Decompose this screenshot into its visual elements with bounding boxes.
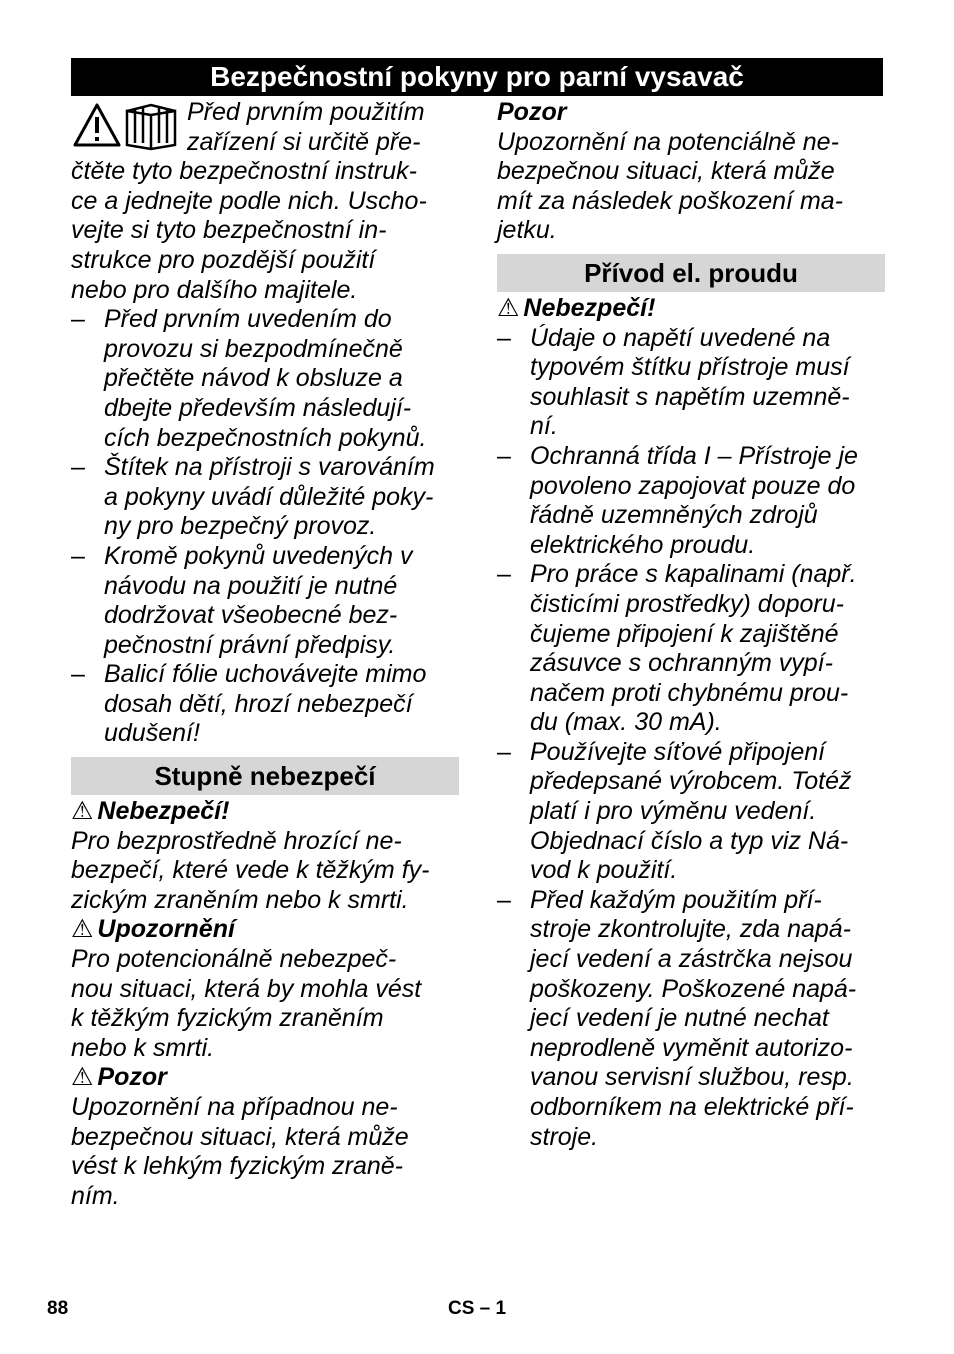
list-dash: – [497, 885, 511, 914]
list-dash: – [497, 737, 511, 766]
item-line: Používejte síťové připojení [530, 737, 826, 766]
item-line: vod k použití. [530, 856, 678, 885]
hazard-label [71, 1063, 459, 1093]
warning-icon: ⚠ [71, 797, 94, 826]
item-line: návodu na použití je nutné [104, 571, 398, 600]
list-item [497, 738, 885, 886]
hazard-line: k těžkým fyzickým zraněním [71, 1004, 384, 1033]
list-dash: – [71, 453, 85, 482]
hazard-block [71, 915, 459, 1063]
warning-icon: ⚠ [497, 293, 520, 322]
list-item [71, 542, 459, 660]
list-item [497, 560, 885, 738]
intro-line: strukce pro pozdější použití [71, 245, 376, 274]
intro-line: Před prvním použitím [187, 98, 425, 126]
section-ref: CS – 1 [448, 1298, 507, 1319]
item-line: stroje zkontrolujte, zda napá- [530, 915, 852, 944]
intro-line: čtěte tyto bezpečnostní instruk- [71, 157, 418, 186]
item-line: platí i pro výměnu vedení. [530, 797, 817, 826]
list-dash: – [71, 305, 85, 334]
pozor-block [497, 98, 885, 246]
item-line: čisticími prostředky) doporu- [530, 589, 844, 618]
item-line: cích bezpečnostních pokynů. [104, 423, 427, 452]
list-dash: – [497, 441, 511, 470]
hazard-line: Pro potencionálně nebezpeč- [71, 945, 397, 974]
item-line: povoleno zapojovat pouze do [530, 471, 856, 500]
item-line: ní. [530, 412, 558, 441]
power-supply-heading: Přívod el. proudu [497, 254, 885, 292]
list-item [497, 886, 885, 1152]
hazard-line: vést k lehkým fyzickým zraně- [71, 1152, 404, 1181]
list-item [71, 453, 459, 542]
item-line: řádně uzemněných zdrojů [530, 501, 818, 530]
item-line: elektrického proudu. [530, 530, 756, 559]
item-line: předepsané výrobcem. Totéž [530, 767, 852, 796]
intro-line: zařízení si určitě pře- [187, 127, 421, 156]
item-line: ny pro bezpečný provoz. [104, 512, 377, 541]
danger-label [497, 294, 885, 324]
hazard-label-text: Upozornění [97, 915, 235, 944]
page-number: 88 [47, 1298, 69, 1319]
item-line: Pro práce s kapalinami (např. [530, 560, 857, 589]
item-line: Balicí fólie uchovávejte mimo [104, 660, 427, 689]
item-line: dodržovat všeobecné bez- [104, 601, 398, 630]
item-line: Štítek na přístroji s varováním [104, 453, 435, 482]
item-line: Před každým použitím pří- [530, 885, 822, 914]
item-line: poškozeny. Poškozené napá- [530, 974, 857, 1003]
item-line: jecí vedení a zástrčka nejsou [530, 945, 853, 974]
list-item [71, 305, 459, 453]
item-line: načem proti chybnému prou- [530, 678, 849, 707]
item-line: zásuvce s ochranným vypí- [530, 649, 833, 678]
danger-label-text: Nebezpečí! [523, 293, 656, 322]
hazard-label [71, 797, 459, 827]
item-line: přečtěte návod k obsluze a [104, 364, 403, 393]
item-line: odborníkem na elektrické pří- [530, 1093, 854, 1121]
hazard-line: bezpečí, které vede k těžkým fy- [71, 856, 430, 885]
list-dash: – [71, 660, 85, 689]
list-dash: – [71, 541, 85, 570]
item-line: Údaje o napětí uvedené na [530, 323, 831, 352]
item-line: pečnostní právní předpisy. [104, 630, 396, 659]
hazard-levels-heading: Stupně nebezpečí [71, 757, 459, 795]
item-line: udušení! [104, 719, 200, 748]
hazard-label [71, 915, 459, 945]
hazard-line: Upozornění na případnou ne- [71, 1093, 398, 1121]
warning-icon: ⚠ [71, 1063, 94, 1092]
item-line: stroje. [530, 1122, 599, 1151]
item-line: provozu si bezpodmínečně [104, 334, 403, 363]
hazard-line: nebo k smrti. [71, 1033, 215, 1062]
manual-book-icon [127, 105, 175, 149]
pozor-line: mít za následek poškození ma- [497, 186, 843, 215]
intro-icons [71, 101, 177, 151]
list-dash: – [497, 323, 511, 352]
item-line: neprodleně vyměnit autorizo- [530, 1033, 853, 1062]
hazard-label-text: Pozor [97, 1063, 167, 1092]
item-line: vanou servisní službou, resp. [530, 1063, 854, 1092]
item-line: Ochranná třída I – Přístroje je [530, 441, 858, 470]
list-dash: – [497, 560, 511, 589]
intro-line: vejte si tyto bezpečnostní in- [71, 216, 387, 245]
item-line: typovém štítku přístroje musí [530, 353, 850, 382]
list-item [71, 660, 459, 749]
intro-block [71, 98, 459, 305]
page-title: Bezpečnostní pokyny pro parní vysavač [71, 58, 883, 96]
item-line: souhlasit s napětím uzemně- [530, 382, 850, 411]
list-item [497, 324, 885, 442]
pozor-line: bezpečnou situaci, která může [497, 157, 835, 186]
right-column [497, 98, 885, 1152]
item-line: a pokyny uvádí důležité poky- [104, 482, 434, 511]
warning-icon: ⚠ [71, 915, 94, 944]
hazard-label-text: Nebezpečí! [97, 797, 230, 826]
hazard-line: ním. [71, 1181, 120, 1210]
left-column [71, 98, 459, 1211]
hazard-line: zickým zraněním nebo k smrti. [71, 885, 409, 914]
item-line: dosah dětí, hrozí nebezpečí [104, 689, 413, 718]
item-line: čujeme připojení k zajištěné [530, 619, 839, 648]
pozor-line: Upozornění na potenciálně ne- [497, 127, 839, 156]
item-line: du (max. 30 mA). [530, 708, 722, 737]
item-line: Kromě pokynů uvedených v [104, 541, 413, 570]
hazard-line: Pro bezprostředně hrozící ne- [71, 826, 402, 855]
pozor-label: Pozor [497, 98, 567, 126]
hazard-line: bezpečnou situaci, která může [71, 1122, 409, 1151]
item-line: dbejte především následují- [104, 393, 412, 422]
warning-triangle-icon [75, 105, 119, 145]
hazard-block [71, 1063, 459, 1211]
intro-line: nebo pro dalšího majitele. [71, 275, 358, 304]
intro-line: ce a jednejte podle nich. Uscho- [71, 186, 427, 215]
hazard-block [71, 797, 459, 915]
item-line: jecí vedení je nutné nechat [530, 1004, 829, 1033]
item-line: Objednací číslo a typ viz Ná- [530, 826, 849, 855]
pozor-line: jetku. [497, 216, 557, 245]
item-line: Před prvním uvedením do [104, 305, 392, 334]
list-item [497, 442, 885, 560]
hazard-line: nou situaci, která by mohla vést [71, 974, 422, 1003]
